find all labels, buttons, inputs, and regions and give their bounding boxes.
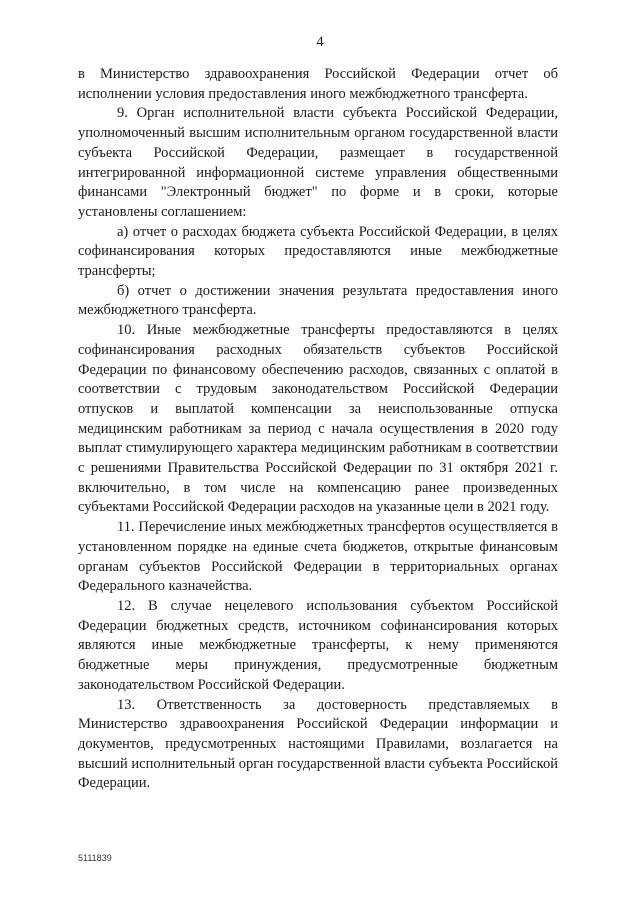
document-code: 5111839 (78, 853, 112, 863)
paragraph-continuation: в Министерство здравоохранения Российской Федерации отчет об исполнении условия предоставления иного межбюджетного трансферта. (78, 66, 558, 102)
paragraph-13: 13. Ответственность за достоверность представляемых в Министерство здравоохранения Российской Федерации информации и документов, предусмотренных настоящими Правилами, возлагается на высший исполнительный орган государственной власти субъекта Российской Федерации. (78, 696, 558, 792)
paragraph-12: 12. В случае нецелевого использования субъектом Российской Федерации бюджетных средств, источником софинансирования которых являются иные межбюджетные трансферты, к нему применяются бюджетные меры принуждения, предусмотренные бюджетным законодательством Российской Федерации. (78, 597, 558, 693)
paragraph-10: 10. Иные межбюджетные трансферты предоставляются в целях софинансирования расходных обязательств субъектов Российской Федерации по финансовому обеспечению расходов, связанных с оплатой в соответствии с трудовым законодательством Российской Федерации отпусков и выплатой компенсации за неиспользованные отпуска медицинским работникам за период с начала осуществления в 2020 году выплат стимулирующего характера медицинским работникам в соответствии с решениями Правительства Российской Федерации по 31 октября 2021 г. включительно, в том числе на компенсацию ранее произведенных субъектами Российской Федерации расходов на указанные цели в 2021 году. (78, 322, 558, 516)
paragraph-9a: а) отчет о расходах бюджета субъекта Российской Федерации, в целях софинансирования которых предоставляются иные межбюджетные трансферты; (78, 223, 558, 280)
paragraph-9b: б) отчет о достижении значения результата предоставления иного межбюджетного трансферта. (78, 282, 558, 319)
paragraph-9: 9. Орган исполнительной власти субъекта Российской Федерации, уполномоченный высшим исполнительным органом государственной власти субъекта Российской Федерации, размещает в государственной интегрированной информационной системе управления общественными финансами "Электронный бюджет" по форме и в сроки, которые установлены соглашением: (78, 105, 558, 220)
page-number: 4 (316, 34, 324, 50)
paragraph-11: 11. Перечисление иных межбюджетных трансфертов осуществляется в установленном порядке на единые счета бюджетов, открытые финансовым органам субъектов Российской Федерации в территориальных органах Федерального казначейства. (78, 519, 558, 595)
document-body (78, 65, 558, 794)
